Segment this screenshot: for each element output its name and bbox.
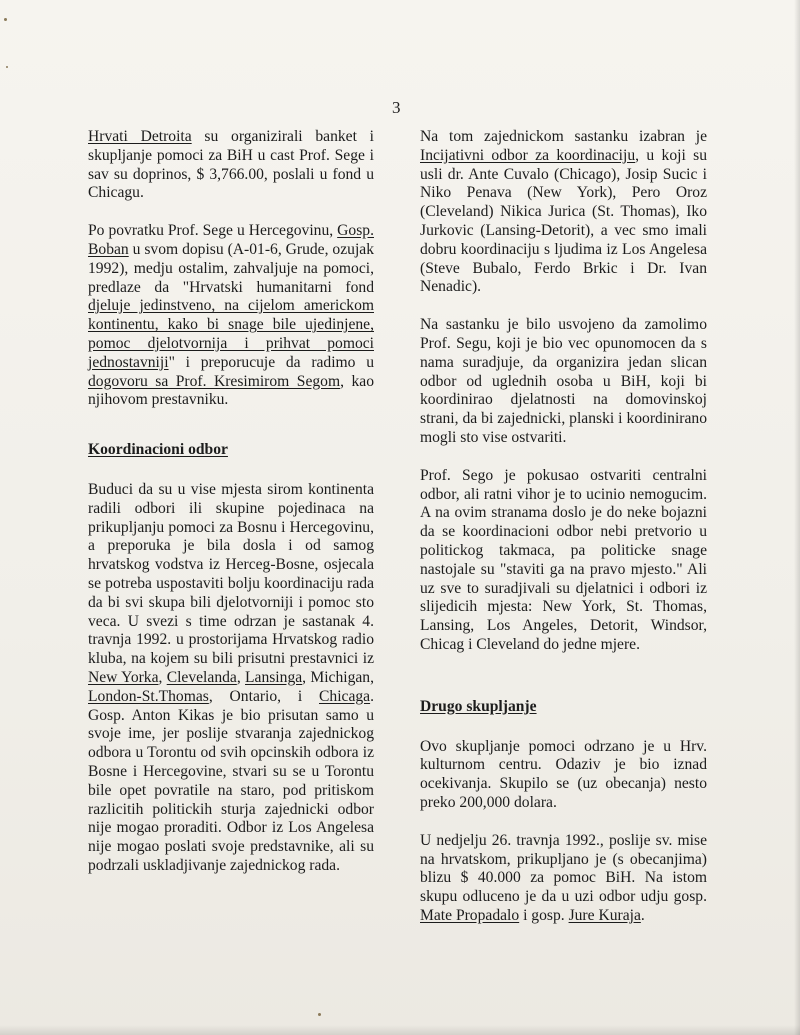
scan-speck: [6, 66, 8, 68]
underlined-text: Jure Kuraja: [568, 906, 641, 924]
paragraph-text: . Gosp. Anton Kikas je bio prisutan samo u svoje ime, jer poslije stvaranja zajednickog odbora u Torontu od svih opcinskih odbora iz Bosne i Hercegovine, stvari su se u Torontu bile opet povratile na staro, pod pritiskom razlicitih politickih sturja zajednicki odbor nije mogao proraditi. Odbor iz Los Angelesa nije mogao poslati svoje predstavnike, ali su podrzali uskladjivanje zajednickog rada.: [88, 687, 374, 874]
paragraph-text: Buduci da su u vise mjesta sirom kontinenta radili odbori ili skupine pojedinaca na prikupljanju pomoci za Bosnu i Hercegovinu, a preporuka je bila dosla i od samog hrvatskog vodstva iz Herceg-Bosne, osjecala se potreba uspostaviti bolju koordinaciju rada da bi svi skupa bili djelotvorniji i pomoc sto veca. U svezi s time odrzan je sastanak 4. travnja 1992. u prostorijama Hrvatskog radio kluba, na kojem su bili prisutni prestavnici iz: [88, 480, 374, 668]
paragraph-detroit-banquet: [88, 128, 374, 203]
paragraph-text: , Michigan,: [302, 668, 374, 686]
paragraph-meeting-decision: Na sastanku je bilo usvojeno da zamolimo Prof. Segu, koji je bio vec opunomocen da s nama suradjuje, da organizira jedan slican odbor od uglednih osoba u BiH, koji bi koordinirao djelatnosti na domovinskoj strani, da bi zajednicki, planski i koordinirano mogli sto vise ostvariti.: [420, 316, 707, 446]
paragraph-text: , Ontario, i: [208, 687, 319, 705]
page-edge-shadow-right: [794, 0, 800, 1035]
paragraph-text: su organizirali banket i skupljanje pomoci za BiH u cast Prof. Sege i sav su doprinos, $ 3,766.00, poslali u fond u Chicagu.: [88, 128, 374, 202]
paragraph-central-committee: Prof. Sego je pokusao ostvariti centralni odbor, ali ratni vihor je to ucinio nemogucim. A na ovim stranama doslo je do neke bojazni da se koordinacioni odbor nebi pretvorio u politickog takmaca, pa politicke snage nastojale su "staviti ga na pravo mjesto." Ali uz sve to suradjivali su djelatnici i odbori iz slijedicih mjesta: New York, St. Thomas, Lansing, Los Angeles, Detorit, Windsor, Chicag i Cleveland do jedne mjere.: [420, 466, 707, 653]
paragraph-text: ,: [158, 668, 167, 686]
underlined-text: Hrvati Detroita: [88, 128, 192, 145]
paragraph-text: Po povratku Prof. Sege u Hercegovinu,: [88, 222, 338, 240]
underlined-text: djeluje jedinstveno, na cijelom americkom kontinentu, kako bi snage bile ujedinjene, pomoc djelotvornija i prihvat pomoci jednostavniji: [88, 297, 374, 371]
paragraph-second-collection: Ovo skupljanje pomoci odrzano je u Hrv. kulturnom centru. Odaziv je bio iznad ocekivanja. Skupilo se (uz obecanja) nesto preko 200,000 dolara.: [420, 737, 707, 811]
underlined-text: Lansinga: [245, 668, 303, 686]
spacer: [420, 674, 707, 698]
paragraph-coordination-meeting: [88, 481, 374, 876]
underlined-text: Chicaga: [319, 687, 371, 705]
underlined-text: Gosp. Boban: [88, 222, 374, 258]
paragraph-text: ,: [236, 668, 245, 686]
underlined-text: New Yorka: [88, 668, 159, 686]
underlined-text: dogovoru sa Prof. Kresimirom Segom: [88, 372, 341, 390]
section-heading-koordinacioni-odbor: Koordinacioni odbor: [88, 441, 228, 459]
paragraph-text: , kao njihovom prestavniku.: [88, 372, 374, 409]
underlined-text: Incijativni odbor za koordinaciju: [420, 146, 636, 164]
section-heading-drugo-skupljanje: Drugo skupljanje: [420, 697, 537, 715]
spacer: [88, 429, 374, 441]
paragraph-text: u svom dopisu (A-01-6, Grude, ozujak 1992), medju ostalim, zahvaljuje na pomoci, predlaze da "Hrvatski humanitarni fond: [88, 240, 374, 296]
paragraph-text: " i preporucuje da radimo u: [168, 353, 374, 371]
left-column: [88, 128, 374, 895]
paragraph-initiative-committee: [420, 128, 707, 297]
underlined-text: London-St.Thomas: [88, 687, 209, 705]
paragraph-text: U nedjelju 26. travnja 1992., poslije sv. mise na hrvatskom, prikupljano je (s obecanjima) blizu $ 40.000 za pomoc BiH. Na istom skupu odluceno je da u uzi odbor udju gosp.: [420, 831, 707, 906]
underlined-text: Mate Propadalo: [420, 906, 520, 924]
page-number: 3: [392, 98, 401, 117]
scan-speck: [4, 18, 7, 21]
right-column: [420, 128, 707, 945]
paragraph-boban-letter: [88, 222, 374, 410]
paragraph-april-collection: [420, 832, 707, 926]
underlined-text: Clevelanda: [166, 668, 237, 686]
paragraph-text: , u koji su usli dr. Ante Cuvalo (Chicago), Josip Sucic i Niko Penava (New York), Pero Oroz (Cleveland) Nikica Jurica (St. Thomas), Iko Jurkovic (Lansing-Detorit), a vec smo imali dobru koordinaciju s ljudima iz Los Angelesa (Steve Bubalo, Ferdo Brkic i Dr. Ivan Nenadic).: [420, 146, 707, 296]
paragraph-text: i gosp.: [519, 906, 569, 924]
scan-speck: [318, 1013, 321, 1016]
paragraph-text: .: [640, 906, 645, 924]
page-edge-shadow-bottom: [0, 1025, 800, 1035]
paragraph-text: Na tom zajednickom sastanku izabran je: [420, 128, 707, 145]
